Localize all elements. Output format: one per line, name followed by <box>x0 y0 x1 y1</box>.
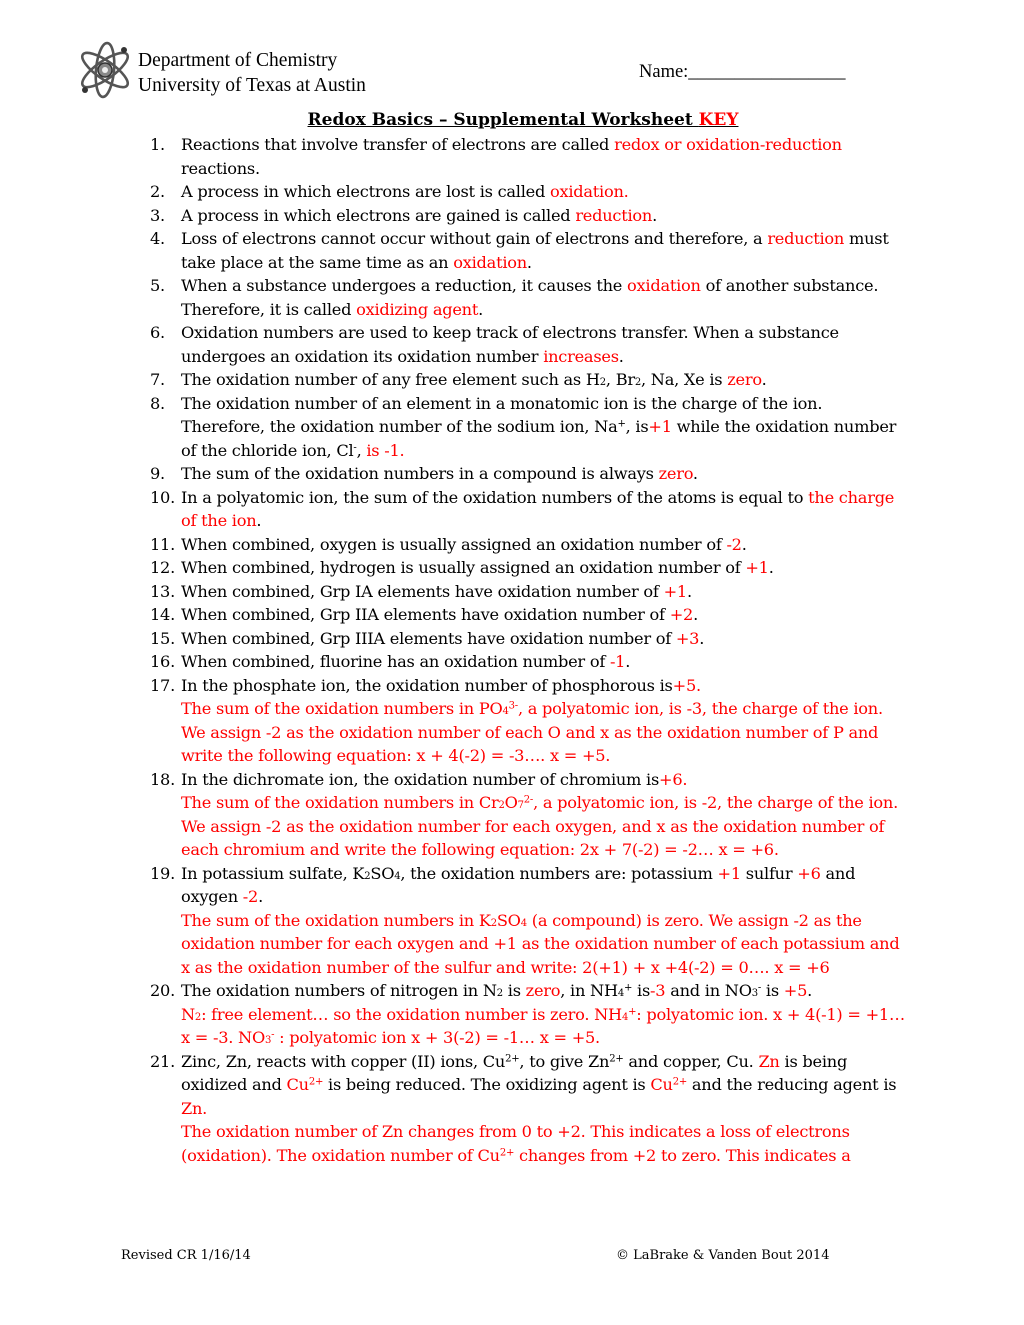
answer-text: The oxidation number of Zn changes from 0 to +2. This indicates a loss of electrons (oxidation). The oxidation number of Cu <box>181 1122 850 1165</box>
question-item <box>150 627 910 651</box>
question-list <box>150 133 910 1167</box>
question-item <box>150 603 910 627</box>
prompt-text: , in NH <box>560 981 618 1000</box>
answer-text: +1 <box>663 581 687 601</box>
prompt-text: In the phosphate ion, the oxidation number of phosphorous is <box>181 675 673 695</box>
prompt-text: - <box>757 982 762 994</box>
prompt-text: . <box>699 628 705 648</box>
prompt-text: . <box>652 205 657 225</box>
question-item <box>150 979 910 1050</box>
prompt-text: The sum of the oxidation numbers in a compound is always <box>181 464 659 483</box>
prompt-text: When a substance undergoes a reduction, it causes the <box>181 276 628 295</box>
answer-text: oxidation <box>627 276 701 295</box>
answer-text: 2+ <box>308 1076 324 1088</box>
question-text <box>181 1050 910 1168</box>
prompt-text: and oxygen <box>181 863 856 906</box>
question-number: 21. <box>150 1051 175 1071</box>
question-text <box>181 580 910 604</box>
prompt-text: Zinc, Zn, reacts with copper (II) ions, Cu <box>181 1051 506 1071</box>
prompt-text: A process in which electrons are gained is called <box>181 205 576 225</box>
question-item <box>150 392 910 463</box>
question-number: 13. <box>150 581 175 601</box>
question-item <box>150 486 910 533</box>
answer-text: : free element… so the oxidation number is zero. NH <box>201 1004 622 1024</box>
answer-text: SO <box>496 910 521 930</box>
prompt-text: 4 <box>394 870 401 882</box>
question-item <box>150 368 910 392</box>
answer-text: +2 <box>669 605 694 624</box>
answer-text: -2 <box>726 534 742 554</box>
answer-text: 4 <box>520 917 527 929</box>
answer-text: -2 <box>242 887 259 906</box>
question-item <box>150 768 910 862</box>
question-item <box>150 674 910 768</box>
question-item <box>150 180 910 204</box>
prompt-text: , Br <box>605 370 635 389</box>
answer-text: 7 <box>517 800 524 811</box>
prompt-text: Reactions that involve transfer of electrons are called <box>181 135 615 154</box>
prompt-text: When combined, Grp IA elements have oxidation number of <box>181 581 664 601</box>
prompt-text: . <box>807 981 813 1000</box>
question-text <box>181 392 910 463</box>
question-text <box>181 979 910 1050</box>
answer-text: changes from +2 to zero. This indicates a <box>514 1145 851 1165</box>
question-text <box>181 650 910 674</box>
prompt-text: . <box>768 558 774 577</box>
answer-text: zero <box>658 464 693 483</box>
question-text <box>181 486 910 533</box>
prompt-text: , to give Zn <box>519 1051 610 1071</box>
answer-text: oxidation <box>453 252 527 272</box>
answer-text: (a compound) is zero. We assign -2 as the oxidation number for each oxygen and +1 as the oxidation number of each potassium and x as the oxidation number of the sulfur and write: 2(+1) + x +4(-2) = 0…. x = +6 <box>181 910 900 977</box>
key-label: KEY <box>698 110 739 130</box>
prompt-text: while the oxidation number of the chloride ion, Cl <box>181 417 897 460</box>
prompt-text: , Na, Xe is <box>640 370 728 389</box>
question-item <box>150 462 910 486</box>
question-number: 2. <box>150 182 165 201</box>
prompt-text: - <box>353 441 357 453</box>
answer-text: The sum of the oxidation numbers in Cr <box>181 793 499 812</box>
prompt-text: . <box>478 299 484 319</box>
question-text <box>181 556 910 580</box>
prompt-text: When combined, Grp IIIA elements have oxidation number of <box>181 628 676 648</box>
prompt-text: + <box>617 418 626 430</box>
prompt-text: 2 <box>364 870 371 882</box>
prompt-text: reactions. <box>181 158 260 178</box>
answer-text: 2+ <box>672 1076 687 1088</box>
prompt-text: must take place at the same time as an <box>181 229 889 272</box>
question-text <box>181 180 910 204</box>
answer-text: + <box>628 1005 637 1017</box>
prompt-text: The oxidation number of an element in a monatomic ion is the charge of the ion. Therefore, the oxidation number of the sodium ion, Na <box>181 393 823 436</box>
question-text <box>181 133 910 180</box>
prompt-text: is being reduced. The oxidizing agent is <box>323 1075 651 1094</box>
question-text <box>181 274 910 321</box>
answer-text: reduction <box>575 205 653 225</box>
prompt-text: . <box>693 605 698 624</box>
atom-logo <box>76 40 134 100</box>
question-item <box>150 133 910 180</box>
question-number: 9. <box>150 464 165 483</box>
question-item <box>150 321 910 368</box>
prompt-text: + <box>623 982 633 994</box>
worksheet-title <box>0 110 1024 130</box>
prompt-text: of another substance. Therefore, it is called <box>181 276 879 319</box>
answer-text: zero <box>525 981 561 1000</box>
answer-text: : polyatomic ion x + 3(-2) = -1… x = +5. <box>274 1028 600 1047</box>
prompt-text: , is <box>625 417 649 436</box>
answer-text: zero <box>727 370 762 389</box>
question-number: 4. <box>150 229 165 248</box>
prompt-text: . <box>258 887 263 906</box>
prompt-text: In the dichromate ion, the oxidation number of chromium is <box>181 769 660 789</box>
question-text <box>181 627 910 651</box>
prompt-text: sulfur <box>740 863 798 883</box>
prompt-text: When combined, Grp IIA elements have oxidation number of <box>181 605 670 624</box>
answer-text: O <box>504 793 518 812</box>
prompt-text: . <box>761 370 767 389</box>
prompt-text: The oxidation number of any free element such as H <box>181 370 600 389</box>
copyright-note: © LaBrake & Vanden Bout 2014 <box>616 1248 830 1263</box>
question-number: 1. <box>150 135 165 154</box>
university-name: University of Texas at Austin <box>138 75 366 96</box>
prompt-text: In a polyatomic ion, the sum of the oxidation numbers of the atoms is equal to <box>181 487 809 507</box>
answer-text: : polyatomic ion. x + 4(-1) = +1… x = -3. NO <box>181 1004 905 1047</box>
answer-text: increases <box>543 346 619 366</box>
prompt-text: is <box>761 981 784 1000</box>
answer-text: 4 <box>621 1011 629 1023</box>
prompt-text: . <box>256 511 262 530</box>
prompt-text: , <box>356 440 367 460</box>
question-number: 16. <box>150 652 175 671</box>
question-item <box>150 650 910 674</box>
answer-text: +1 <box>745 558 769 577</box>
question-number: 17. <box>150 675 175 695</box>
prompt-text: A process in which electrons are lost is called <box>181 182 550 201</box>
prompt-text: . <box>618 346 624 366</box>
answer-text: +6 <box>797 863 821 883</box>
prompt-text: . <box>686 581 692 601</box>
prompt-text: 3 <box>751 988 758 999</box>
question-item <box>150 556 910 580</box>
question-item <box>150 1050 910 1168</box>
prompt-text: 2 <box>634 377 641 388</box>
answer-text: N <box>181 1004 195 1024</box>
title-text: Redox Basics – Supplemental Worksheet <box>307 110 699 130</box>
department-name: Department of Chemistry <box>138 50 338 71</box>
prompt-text: and in NO <box>665 981 752 1000</box>
answer-text: +5. <box>672 675 701 695</box>
prompt-text: When combined, hydrogen is usually assigned an oxidation number of <box>181 558 746 577</box>
answer-text: +3 <box>675 628 700 648</box>
answer-text: +6. <box>659 769 688 789</box>
answer-text: the charge of the ion <box>181 487 895 530</box>
question-text <box>181 603 910 627</box>
prompt-text: 2 <box>599 377 606 388</box>
prompt-text: 2 <box>496 988 503 999</box>
question-number: 12. <box>150 558 175 577</box>
question-number: 11. <box>150 534 175 554</box>
question-number: 18. <box>150 769 175 789</box>
name-field: Name:_________________ <box>639 62 846 82</box>
answer-text: oxidation. <box>549 182 629 201</box>
answer-text: -3 <box>650 981 666 1000</box>
question-item <box>150 227 910 274</box>
prompt-text: and copper, Cu. <box>623 1051 759 1071</box>
answer-text: 4 <box>502 706 509 717</box>
answer-text: Cu <box>650 1075 673 1094</box>
question-text <box>181 227 910 274</box>
prompt-text: . <box>692 464 698 483</box>
answer-text: -1 <box>609 652 626 671</box>
question-item <box>150 204 910 228</box>
question-item <box>150 533 910 557</box>
prompt-text: is being oxidized and <box>181 1051 848 1094</box>
answer-text: +1 <box>717 863 741 883</box>
answer-text: , a polyatomic ion, is -2, the charge of the ion. We assign -2 as the oxidation number for each oxygen, and x as the oxidation number of each chromium and write the following equation: 2x + 7(-2) = -2… x = +6. <box>181 793 898 859</box>
answer-text: The sum of the oxidation numbers in K <box>181 910 491 930</box>
answer-text: +1 <box>648 417 672 436</box>
question-item <box>150 274 910 321</box>
question-number: 5. <box>150 276 165 295</box>
question-number: 6. <box>150 323 165 342</box>
prompt-text: 4 <box>617 988 624 999</box>
question-number: 19. <box>150 863 175 883</box>
question-number: 10. <box>150 487 175 507</box>
answer-text: The sum of the oxidation numbers in PO <box>181 699 503 718</box>
question-text <box>181 768 910 862</box>
question-text <box>181 321 910 368</box>
answer-text: Zn <box>758 1051 780 1071</box>
question-number: 14. <box>150 605 175 624</box>
question-text <box>181 862 910 980</box>
question-number: 15. <box>150 628 175 648</box>
question-number: 3. <box>150 205 165 225</box>
answer-text: , a polyatomic ion, is -3, the charge of the ion. We assign -2 as the oxidation number of each O and x as the oxidation number of P and write the following equation: x + 4(-2) = -3…. x = +5. <box>181 699 883 765</box>
question-number: 7. <box>150 370 165 389</box>
department-header <box>138 48 366 98</box>
question-item <box>150 862 910 980</box>
question-text <box>181 674 910 768</box>
answer-text: 2 <box>490 917 497 929</box>
prompt-text: SO <box>370 863 395 883</box>
answer-text: Zn. <box>181 1098 208 1118</box>
question-text <box>181 204 910 228</box>
question-number: 8. <box>150 393 165 413</box>
prompt-text: 2+ <box>505 1052 520 1064</box>
prompt-text: When combined, fluorine has an oxidation number of <box>181 652 610 671</box>
prompt-text: , the oxidation numbers are: potassium <box>400 863 718 883</box>
answer-text: +5 <box>783 981 808 1000</box>
answer-text: redox or oxidation-reduction <box>614 135 842 154</box>
prompt-text: In potassium sulfate, K <box>181 863 365 883</box>
answer-text: Cu <box>286 1075 309 1094</box>
prompt-text: Loss of electrons cannot occur without gain of electrons and therefore, a <box>181 229 768 248</box>
answer-text: 2+ <box>499 1146 515 1158</box>
answer-text: 2 <box>194 1011 202 1023</box>
revision-note: Revised CR 1/16/14 <box>121 1248 251 1263</box>
prompt-text: The oxidation numbers of nitrogen in N <box>181 981 497 1000</box>
prompt-text: is <box>502 981 526 1000</box>
prompt-text: . <box>625 652 631 671</box>
answer-text: oxidizing agent <box>356 299 479 319</box>
prompt-text: is <box>632 981 651 1000</box>
question-text <box>181 462 910 486</box>
question-text <box>181 533 910 557</box>
question-text <box>181 368 910 392</box>
answer-text: reduction <box>767 229 845 248</box>
answer-text: 2 <box>498 800 505 811</box>
prompt-text: and the reducing agent is <box>686 1075 897 1094</box>
prompt-text: 2+ <box>609 1052 624 1064</box>
answer-text: 3- <box>508 700 518 712</box>
answer-text: 3 <box>264 1035 272 1046</box>
question-item <box>150 580 910 604</box>
answer-text: - <box>271 1029 275 1041</box>
answer-text: is -1. <box>366 440 405 460</box>
answer-text: 2- <box>523 794 534 806</box>
prompt-text: When combined, oxygen is usually assigned an oxidation number of <box>181 534 727 554</box>
prompt-text: . <box>526 252 532 272</box>
prompt-text: Oxidation numbers are used to keep track of electrons transfer. When a substance undergoes an oxidation its oxidation number <box>181 323 839 366</box>
prompt-text: . <box>741 534 747 554</box>
question-number: 20. <box>150 981 175 1000</box>
